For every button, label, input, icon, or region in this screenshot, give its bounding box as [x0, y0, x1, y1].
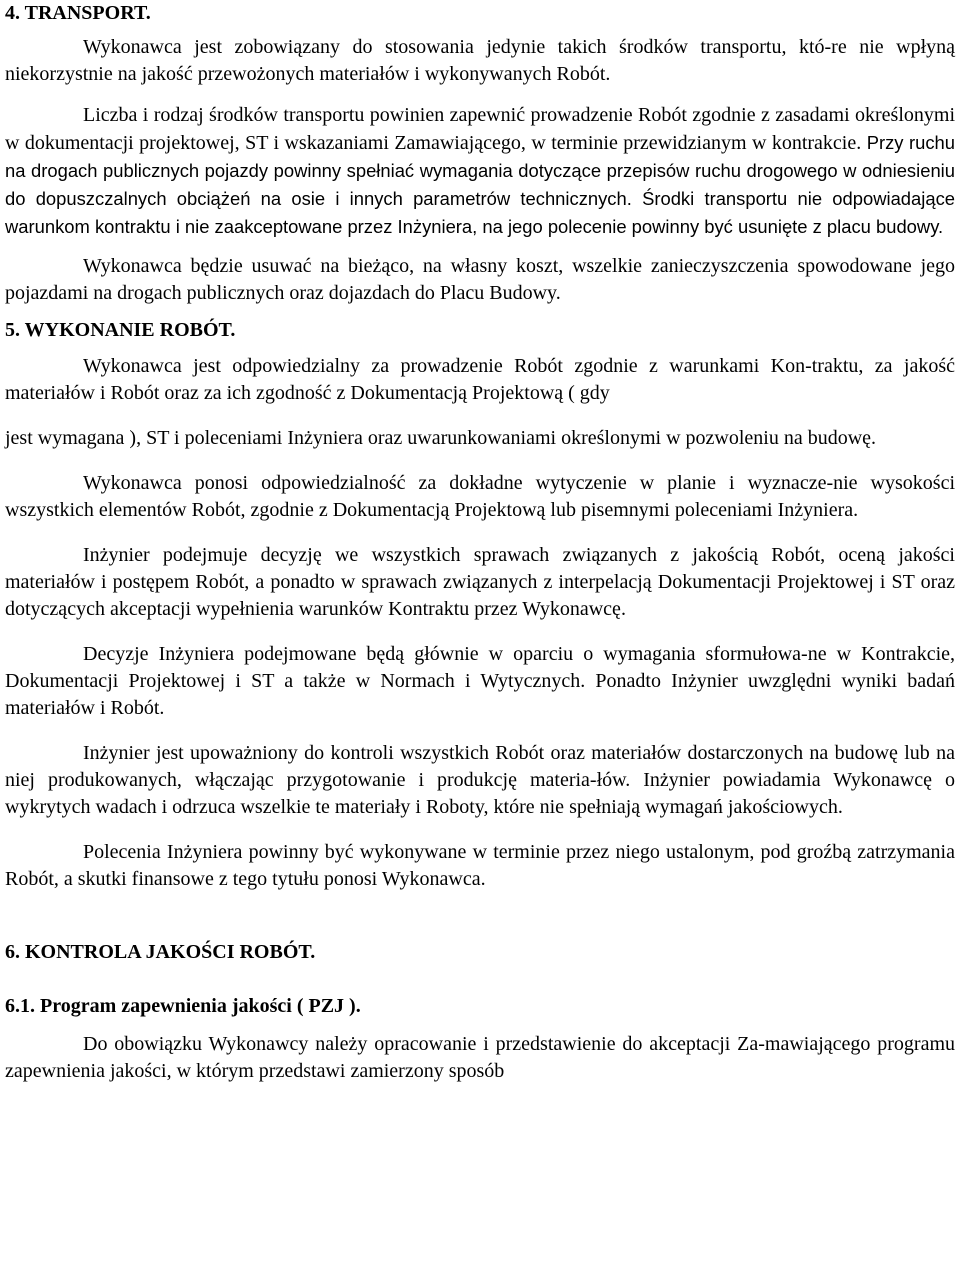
section-5-paragraph-1: Wykonawca jest odpowiedzialny za prowadzenie Robót zgodnie z warunkami Kon-traktu, za jakość materiałów i Robót oraz za ich zgodność z Dokumentacją Projektową ( gdy — [5, 355, 955, 404]
section-4-paragraph-1: Wykonawca jest zobowiązany do stosowania jedynie takich środków transportu, któ-re nie wpłyną niekorzystnie na jakość przewożonych materiałów i wykonywanych Robót. — [5, 36, 955, 85]
section-5-paragraph-3: Inżynier podejmuje decyzję we wszystkich sprawach związanych z jakością Robót, oceną jakości materiałów i postępem Robót, a ponadto w sprawach związanych z interpelacją Dokumentacji Projektowej i ST oraz dotyczących akceptacji wypełnienia warunków Kontraktu przez Wykonawcę. — [5, 544, 955, 620]
section-6-heading: 6. KONTROLA JAKOŚCI ROBÓT. — [5, 941, 316, 963]
section-5-paragraph-6: Polecenia Inżyniera powinny być wykonywane w terminie przez niego ustalonym, pod groźbą zatrzymania Robót, a skutki finansowe z tego tytułu ponosi Wykonawca. — [5, 841, 955, 890]
section-5-paragraph-2: Wykonawca ponosi odpowiedzialność za dokładne wytyczenie w planie i wyznacze-nie wysokości wszystkich elementów Robót, zgodnie z Dokumentacją Projektową lub pisemnymi poleceniami Inżyniera. — [5, 472, 955, 521]
section-6-1-heading: 6.1. Program zapewnienia jakości ( PZJ ). — [5, 995, 361, 1017]
section-5-paragraph-4: Decyzje Inżyniera podejmowane będą głównie w oparciu o wymagania sformułowa-ne w Kontrakcie, Dokumentacji Projektowej i ST a także w Normach i Wytycznych. Ponadto Inżynier uwzględni wyniki badań materiałów i Robót. — [5, 643, 955, 719]
section-5-heading: 5. WYKONANIE ROBÓT. — [5, 319, 236, 341]
document-page — [5, 0, 955, 1085]
section-4-paragraph-2-serif-text: Liczba i rodzaj środków transportu powinien zapewnić prowadzenie Robót zgodnie z zasadami określonymi w dokumentacji projektowej, ST i wskazaniami Zamawiającego, w terminie przewidzianym w kontrakcie. — [5, 104, 955, 154]
section-5-paragraph-1-continued: jest wymagana ), ST i poleceniami Inżyniera oraz uwarunkowaniami określonymi w pozwoleniu na budowę. — [5, 427, 877, 449]
section-4-paragraph-2-sans-text: Przy ruchu na drogach publicznych pojazdy powinny spełniać wymagania dotyczące przepisów ruchu drogowego w odniesieniu do dopuszczalnych obciążeń na osie i innych parametrów technicznych. Środki transportu nie odpowiadające warunkom kontraktu i nie zaakceptowane przez Inżyniera, na jego polecenie powinny być usunięte z placu budowy. — [5, 132, 956, 237]
section-4-paragraph-2 — [5, 102, 955, 241]
section-4-heading: 4. TRANSPORT. — [5, 2, 151, 24]
section-4-paragraph-3: Wykonawca będzie usuwać na bieżąco, na własny koszt, wszelkie zanieczyszczenia spowodowane jego pojazdami na drogach publicznych oraz dojazdach do Placu Budowy. — [5, 255, 955, 304]
section-6-1-paragraph-1: Do obowiązku Wykonawcy należy opracowanie i przedstawienie do akceptacji Za-mawiającego programu zapewnienia jakości, w którym przedstawi zamierzony sposób — [5, 1033, 955, 1082]
section-5-paragraph-5: Inżynier jest upoważniony do kontroli wszystkich Robót oraz materiałów dostarczonych na budowę lub na niej produkowanych, włączając przygotowanie i produkcję materia-łów. Inżynier powiadamia Wykonawcę o wykrytych wadach i odrzuca wszelkie te materiały i Roboty, które nie spełniają wymagań jakościowych. — [5, 742, 955, 818]
